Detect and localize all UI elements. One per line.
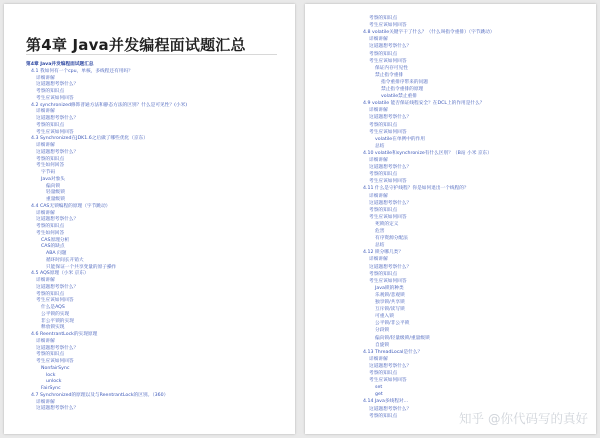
toc-entry[interactable]: 可重入锁 [375,314,394,320]
title-divider [26,54,277,55]
toc-entry[interactable]: 偏向锁 [46,183,61,189]
toc-entry[interactable]: NonfairSync [41,365,70,371]
toc-entry[interactable]: 4.5 AQS原理（小米 京东） [31,271,89,277]
toc-entry[interactable]: 重量级锁 [46,197,65,202]
toc-entry[interactable]: 考生如何回答 [36,163,65,169]
toc-entry[interactable]: lock [46,372,56,378]
toc-entry[interactable]: 这道题想考察什么？ [369,165,412,171]
toc-entry[interactable]: 自旋锁 [375,342,390,348]
toc-entry[interactable]: 考察的知识点 [36,122,65,128]
toc-entry[interactable]: 这道题想考察什么？ [36,406,79,412]
document-page-right [305,4,596,434]
toc-entry[interactable]: 4.11 什么是守护线程？你是如何退出一个线程的？ [363,186,469,192]
toc-entry[interactable]: 考生应该如何回答 [369,179,407,185]
watermark: 知乎 @你代码写的真好 [459,411,588,426]
toc-entry[interactable]: 考生应该如何回答 [369,23,407,29]
toc-entry[interactable]: 乐观锁/悲观锁 [375,292,405,298]
toc-entry[interactable]: 考生应该如何回答 [36,95,74,101]
toc-entry[interactable]: 考察的知识点 [369,122,398,128]
toc-entry[interactable]: 危害 [375,229,385,234]
toc-entry[interactable]: 考察的知识点 [36,156,65,162]
toc-entry[interactable]: 分段锁 [375,328,390,334]
toc-entry[interactable]: CAS原理分析 [41,237,70,243]
toc-entry[interactable]: 详细讲解 [36,399,55,405]
toc-entry[interactable]: 详细讲解 [36,278,55,283]
toc-entry[interactable]: 考察的知识点 [369,271,398,277]
toc-entry[interactable]: 考生如何回答 [36,230,65,236]
toc-entry[interactable]: 考察的知识点 [36,352,65,358]
toc-entry[interactable]: set [375,385,383,391]
toc-entry[interactable]: 禁止指令重排的原理 [381,87,424,92]
toc-entry[interactable]: 考察的知识点 [369,51,398,57]
toc-entry[interactable]: 偏向锁/轻量级锁/重量级锁 [375,335,430,341]
toc-entry[interactable]: 4.2 synchronized修饰普通方法和静态方法的区别？什么是可见性？(小米) [31,102,188,108]
toc-entry[interactable]: 死锁的定义 [375,221,399,227]
toc-entry[interactable]: 4.13 ThreadLocal是什么？ [363,349,423,355]
toc-entry[interactable]: 考生应该如何回答 [36,129,74,135]
toc-entry[interactable]: 这道题想考察什么？ [369,44,412,50]
toc-entry[interactable]: 4.14 Java多线程对... [363,399,409,405]
toc-entry[interactable]: 这道题想考察什么？ [369,264,412,270]
toc-entry[interactable]: 循环时间长开销大 [46,257,84,263]
toc-entry[interactable]: 4.6 ReentrantLock的实现原理 [31,332,98,337]
toc-entry[interactable]: 考察的知识点 [369,371,398,376]
toc-entry[interactable]: volatile在单例中的作用 [375,136,425,142]
toc-entry[interactable]: 考察的知识点 [369,16,398,21]
toc-entry[interactable]: 这道题想考察什么？ [36,149,79,155]
toc-entry[interactable]: 公平锁的实现 [41,311,70,317]
toc-entry[interactable]: 互斥锁/读写锁 [375,307,405,313]
toc-entry[interactable]: 详细讲解 [369,193,388,199]
toc-entry[interactable]: 4.3 Synchronized在JDK1.6之后做了哪些优化（京东） [31,136,148,142]
toc-entry[interactable]: 独享锁/共享锁 [375,300,405,305]
toc-entry[interactable]: 有序资源分配法 [375,236,408,242]
toc-entry[interactable]: 这道题想考察什么？ [369,406,412,412]
toc-entry[interactable]: get [375,392,383,398]
toc-entry[interactable]: 考生应该如何回答 [36,298,74,304]
toc-entry[interactable]: 详细讲解 [369,158,388,163]
toc-entry[interactable]: 考生应该如何回答 [369,378,407,384]
toc-entry[interactable]: 总结 [375,243,385,249]
toc-entry[interactable]: 公平锁/非公平锁 [375,321,410,327]
toc-entry[interactable]: CAS的缺点 [41,244,65,250]
toc-entry[interactable]: 考察的知识点 [36,224,65,229]
document-page-left [4,4,295,434]
toc-entry[interactable]: 保证内存可见性 [375,65,408,71]
toc-entry[interactable]: 指令重排序带来的问题 [381,79,428,85]
toc-entry[interactable]: 非公平锁的实现 [41,318,74,324]
toc-entry[interactable]: 详细讲解 [36,210,55,216]
toc-entry[interactable]: 考生应该如何回答 [369,129,407,135]
toc-entry[interactable]: 这道题想考察什么？ [369,115,412,121]
toc-entry[interactable]: 这道题想考察什么？ [36,116,79,121]
toc-entry[interactable]: 详细讲解 [36,109,55,115]
toc-entry[interactable]: volatile禁止重排 [381,94,417,100]
toc-entry[interactable]: 什么是AQS [41,305,65,310]
toc-entry[interactable]: 考生应该如何回答 [369,278,407,284]
toc-entry[interactable]: 考生应该如何回答 [369,214,407,220]
toc-entry[interactable]: 释放锁实现 [41,325,65,331]
toc-entry[interactable]: 详细讲解 [36,338,55,344]
toc-entry[interactable]: FairSync [41,386,61,391]
toc-entry[interactable]: 4.7 Synchronized的原理以及与ReentrantLock的区别。（360） [31,392,169,398]
toc-entry[interactable]: 详细讲解 [369,356,388,362]
toc-entry[interactable]: 考察的知识点 [369,413,398,419]
toc-entry[interactable]: 总结 [375,143,385,149]
toc-entry[interactable]: 考生应该如何回答 [369,58,407,64]
toc-entry[interactable]: unlock [46,379,62,385]
toc-entry[interactable]: 字节码 [41,170,56,175]
toc-entry[interactable]: 这道题想考察什么？ [369,200,412,206]
toc-entry[interactable]: 考察的知识点 [369,172,398,178]
toc-entry[interactable]: 考察的知识点 [36,291,65,297]
toc-entry[interactable]: 4.12 锁分哪几类？ [363,250,404,256]
toc-entry[interactable]: 4.8 volatile关键字干了什么？（什么叫指令重排）（字节跳动） [363,30,495,36]
toc-entry[interactable]: 详细讲解 [36,75,55,81]
toc-entry[interactable]: 考察的知识点 [36,89,65,94]
toc-entry[interactable]: 这道题想考察什么？ [36,82,79,88]
toc-entry[interactable]: 第4章 Java并发编程面试题汇总 [26,62,94,67]
toc-entry[interactable]: 4.9 volatile 能否保证线程安全？在DCL上的作用是什么？ [363,101,485,107]
toc-entry[interactable]: Java对象头 [41,176,65,182]
toc-entry[interactable]: 这道题想考察什么？ [369,363,412,369]
toc-entry[interactable]: 详细讲解 [369,108,388,114]
toc-entry[interactable]: 只能保证一个共享变量的原子操作 [46,264,117,270]
toc-entry[interactable]: ABA 问题 [46,251,67,256]
chapter-title: 第4章 Java并发编程面试题汇总 [26,36,246,54]
toc-entry[interactable]: 轻量级锁 [46,190,65,196]
toc-entry[interactable]: 详细讲解 [369,37,388,43]
toc-entry[interactable]: 4.10 volatile和synchronize有什么区别？（B站 小米 京东） [363,150,492,156]
toc-entry[interactable]: 这道题想考察什么？ [36,284,79,290]
toc-entry[interactable]: 禁止指令重排 [375,72,404,78]
toc-entry[interactable]: 详细讲解 [369,257,388,263]
toc-entry[interactable]: Java锁的种类 [375,285,404,291]
toc-entry[interactable]: 这道题想考察什么？ [36,217,79,223]
toc-entry[interactable]: 4.4 CAS无锁编程的原理（字节跳动） [31,203,111,209]
toc-entry[interactable]: 考察的知识点 [369,207,398,213]
toc-entry[interactable]: 详细讲解 [36,143,55,148]
toc-entry[interactable]: 这道题想考察什么？ [36,345,79,351]
toc-entry[interactable]: 考生应该如何回答 [36,359,74,364]
toc-entry[interactable]: 4.1 我如何有一个cpu，单核，多线程还有用吗？ [31,68,133,74]
